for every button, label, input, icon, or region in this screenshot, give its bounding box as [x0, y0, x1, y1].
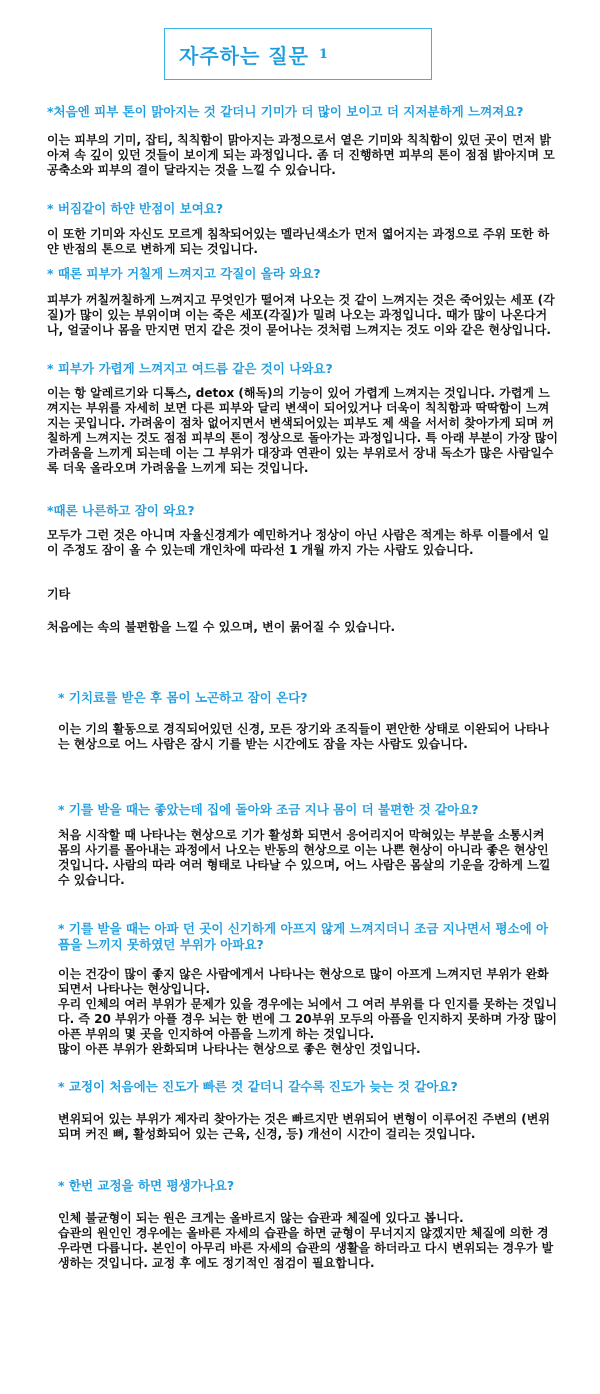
faq-answer: 처음 시작할 때 나타나는 현상으로 기가 활성화 되면서 응어리지어 막혀있는 부분을 소통시켜 몸의 사기를 몰아내는 과정에서 나오는 반동의 현상으로 이는 나쁜 현상이 아니라 좋은 현상인 것입니다. 사람의 따라 여러 형태로 나타날 수 있으며, 어느 사람은 몸살의 기운을 강하게 느낄 수 있습니다.	[58, 828, 551, 887]
faq-answer: 이는 항 알레르기와 디톡스, detox (해독)의 기능이 있어 가렵게 느껴지는 것입니다. 가렵게 느껴지는 부위를 자세히 보면 다른 피부와 달리 변색이 되어있거나 더욱이 칙칙함과 딱딱함이 느껴지는 곳입니다. 가려움이 점차 없어지면서 변색되어있는 피부도 제 색을 서서히 찾아가게 되며 꺼칠하게 느껴지는 것도 점점 피부의 톤이 정상으로 돌아가는 과정입니다. 특 아래 부분이 가장 많이 가려움을 느끼게 되는데 이는 그 부위가 대장과 연관이 있는 부위로서 장내 독소가 많은 사람일수록 더욱 올라오며 가려움을 느끼게 되는 것입니다.	[47, 386, 558, 475]
faq-question: 기타	[47, 587, 71, 601]
faq-answer: 이는 기의 활동으로 경직되어있던 신경, 모든 장기와 조직들이 편안한 상태로 이완되어 나타나는 현상으로 어느 사람은 잠시 기를 받는 시간에도 잠을 자는 사람도 있습니다.	[58, 722, 550, 751]
faq-question: *처음엔 피부 톤이 맑아지는 것 같더니 기미가 더 많이 보이고 더 지저분하게 느껴져요?	[47, 104, 524, 119]
faq-question: * 기를 받을 때는 좋았는데 집에 돌아와 조금 지나 몸이 더 불편한 것 같아요?	[58, 802, 479, 817]
faq-answer: 인체 불균형이 되는 원은 크게는 올바르지 않는 습관과 체질에 있다고 봅니다. 습관의 원인인 경우에는 올바른 자세의 습관을 하면 균형이 무너지지 않겠지만 체질에 의한 경우라면 다릅니다. 본인이 아무리 바른 자세의 습관의 생활을 하더라고 다시 변위되는 경우가 발생하는 것입니다. 교정 후 에도 정기적인 점검이 필요합니다.	[58, 1211, 554, 1270]
faq-item-3	[0, 266, 600, 338]
faq-item-6	[0, 587, 600, 635]
faq-item-11	[0, 1178, 600, 1271]
faq-question: * 피부가 가렵게 느껴지고 여드름 같은 것이 나와요?	[47, 361, 333, 376]
faq-item-8	[0, 802, 600, 888]
page-title-box	[164, 28, 432, 80]
faq-question: * 기치료를 받은 후 몸이 노곤하고 잠이 온다?	[58, 690, 308, 705]
faq-item-9	[0, 921, 600, 1057]
faq-answer: 이는 피부의 기미, 잡티, 칙칙함이 맑아지는 과정으로서 옅은 기미와 칙칙함이 있던 곳이 먼저 밝아져 속 깊이 있던 것들이 보이게 되는 과정입니다. 좀 더 진행하면 피부의 톤이 점점 밝아지며 모공축소와 피부의 결이 달라지는 것을 느낄 수 있습니다.	[47, 133, 555, 177]
faq-answer: 처음에는 속의 불편함을 느낄 수 있으며, 변이 묽어질 수 있습니다.	[47, 620, 396, 634]
faq-answer: 변위되어 있는 부위가 제자리 찾아가는 것은 빠르지만 변위되어 변형이 이루어진 주변의 (변위되며 커진 뼈, 활성화되어 있는 근육, 신경, 등) 개선이 시간이 걸리는 것입니다.	[58, 1112, 550, 1141]
faq-question: * 한번 교정을 하면 평생가나요?	[58, 1178, 235, 1193]
faq-item-10	[0, 1079, 600, 1142]
page-title: 자주하는 질문	[179, 43, 309, 68]
faq-question: * 버짐같이 하얀 반점이 보여요?	[47, 201, 224, 216]
faq-item-1	[0, 104, 600, 178]
faq-question: * 기를 받을 때는 아파 던 곳이 신기하게 아프지 않게 느껴지더니 조금 지나면서 평소에 아픔을 느끼지 못하였던 부위가 아파요?	[58, 921, 549, 952]
faq-answer: 이는 건강이 많이 좋지 않은 사람에게서 나타나는 현상으로 많이 아프게 느껴지던 부위가 완화되면서 나타나는 현상입니다. 우리 인체의 여러 부위가 문제가 있을 경우에는 뇌에서 그 여러 부위를 다 인지를 못하는 것입니다. 즉 20 부위가 아플 경우 뇌는 한 번에 그 20부위 모두의 아픔을 인지하지 못하며 가장 많이 아픈 부위의 몇 곳을 인지하여 아픔을 느끼게 하는 것입니다. 많이 아픈 부위가 완화되며 나타나는 현상으로 좋은 현상인 것입니다.	[58, 967, 557, 1056]
faq-item-4	[0, 361, 600, 476]
faq-answer: 모두가 그런 것은 아니며 자율신경계가 예민하거나 정상이 아닌 사람은 적게는 하루 이틀에서 일 이 주정도 잠이 올 수 있는데 개인차에 따라선 1 개월 까지 가는 사람도 있습니다.	[47, 528, 550, 557]
faq-question: * 때론 피부가 거칠게 느껴지고 각질이 올라 와요?	[47, 266, 321, 281]
faq-answer: 피부가 꺼칠꺼칠하게 느껴지고 무엇인가 떨어져 나오는 것 같이 느껴지는 것은 죽어있는 세포 (각질)가 많이 있는 부위이며 이는 죽은 세포(각질)가 밀려 나오는 과정입니다. 때가 많이 나온다거나, 얼굴이나 몸을 만지면 먼지 같은 것이 묻어나는 것처럼 느껴지는 것도 이와 같은 현상입니다.	[47, 293, 555, 337]
faq-item-7	[0, 690, 600, 752]
faq-item-2	[0, 201, 600, 257]
faq-question: * 교정이 처음에는 진도가 빠른 것 같더니 갈수록 진도가 늦는 것 같아요?	[58, 1079, 458, 1094]
faq-answer: 이 또한 기미와 자신도 모르게 침착되어있는 멜라닌색소가 먼저 엷어지는 과정으로 주위 또한 하얀 반점의 톤으로 변하게 되는 것입니다.	[47, 227, 550, 256]
page-number: 1	[318, 46, 328, 62]
faq-item-5	[0, 503, 600, 558]
faq-question: *때론 나른하고 잠이 와요?	[47, 503, 195, 518]
